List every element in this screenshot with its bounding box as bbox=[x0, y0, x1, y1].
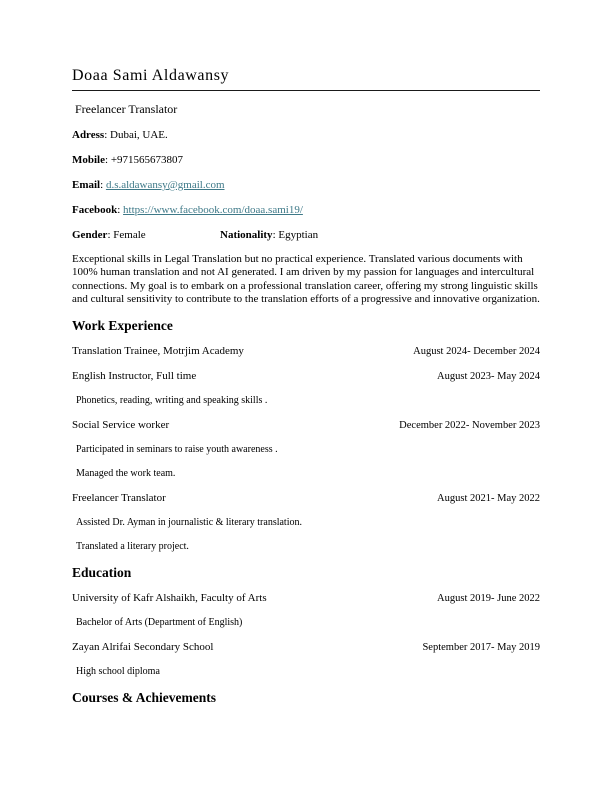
experience-entry-title: Freelancer Translator bbox=[72, 491, 166, 504]
address-label: Adress bbox=[72, 129, 105, 141]
experience-entry-dates: December 2022- November 2023 bbox=[399, 419, 540, 431]
experience-entry-title: Translation Trainee, Motrjim Academy bbox=[72, 344, 244, 357]
facebook-label: Facebook bbox=[72, 204, 118, 216]
experience-detail: Phonetics, reading, writing and speaking skills . bbox=[76, 394, 268, 406]
section-heading-education: Education bbox=[72, 564, 132, 580]
email-label: Email bbox=[72, 179, 101, 191]
contact-mobile bbox=[72, 153, 540, 167]
experience-detail: Managed the work team. bbox=[76, 467, 176, 479]
experience-entry bbox=[72, 369, 540, 384]
education-detail: High school diploma bbox=[76, 665, 160, 677]
experience-detail: Assisted Dr. Ayman in journalistic & literary translation. bbox=[76, 516, 302, 528]
experience-entry-dates: August 2024- December 2024 bbox=[413, 345, 540, 357]
email-link[interactable]: d.s.aldawansy@gmail.com bbox=[105, 179, 225, 191]
education-entry-title: University of Kafr Alshaikh, Faculty of Arts bbox=[72, 591, 267, 604]
mobile-label: Mobile bbox=[72, 154, 105, 166]
education-entry-title: Zayan Alrifai Secondary School bbox=[72, 640, 214, 653]
section-heading-courses: Courses & Achievements bbox=[72, 689, 216, 705]
separator: : bbox=[104, 129, 111, 141]
education-entry-dates: August 2019- June 2022 bbox=[437, 592, 540, 604]
contact-facebook bbox=[72, 203, 540, 217]
contact-gender-nationality bbox=[72, 228, 540, 242]
education-entry-dates: September 2017- May 2019 bbox=[422, 641, 540, 653]
experience-entry-dates: August 2023- May 2024 bbox=[437, 370, 540, 382]
mobile-value: +971565673807 bbox=[110, 154, 184, 166]
experience-entry bbox=[72, 491, 540, 506]
gender-group bbox=[72, 228, 220, 242]
experience-detail: Translated a literary project. bbox=[76, 540, 189, 552]
contact-email bbox=[72, 178, 540, 192]
separator: : bbox=[107, 229, 114, 241]
experience-entry bbox=[72, 418, 540, 433]
separator: : bbox=[105, 154, 111, 166]
separator: : bbox=[100, 179, 106, 191]
nationality-label: Nationality bbox=[220, 229, 273, 241]
gender-value: Female bbox=[113, 229, 146, 241]
education-entry bbox=[72, 591, 540, 606]
separator: : bbox=[117, 204, 124, 216]
contact-address bbox=[72, 128, 540, 142]
address-value: Dubai, UAE. bbox=[110, 129, 168, 141]
experience-detail: Participated in seminars to raise youth awareness . bbox=[76, 443, 278, 455]
experience-entry-dates: August 2021- May 2022 bbox=[437, 492, 540, 504]
separator: : bbox=[272, 229, 279, 241]
header-divider bbox=[72, 90, 540, 91]
person-name: Doaa Sami Aldawansy bbox=[72, 67, 230, 84]
job-title: Freelancer Translator bbox=[75, 102, 178, 116]
experience-entry-title: English Instructor, Full time bbox=[72, 369, 197, 382]
experience-entry-title: Social Service worker bbox=[72, 418, 170, 431]
experience-entry bbox=[72, 344, 540, 359]
education-entry bbox=[72, 640, 540, 655]
facebook-link[interactable]: https://www.facebook.com/doaa.sami19/ bbox=[123, 204, 303, 216]
gender-label: Gender bbox=[72, 229, 108, 241]
nationality-value: Egyptian bbox=[278, 229, 319, 241]
education-detail: Bachelor of Arts (Department of English) bbox=[76, 616, 243, 628]
section-heading-work-experience: Work Experience bbox=[72, 317, 173, 333]
professional-summary: Exceptional skills in Legal Translation but no practical experience. Translated various documents with 100% human translation and not AI generated. I am driven by my passion for languages and intercultural connections. My goal is to embark on a professional translation career, offering my strong linguistic skills and cultural sensitivity to contribute to the translation efforts of a progressive and innovative organization. bbox=[72, 253, 540, 306]
